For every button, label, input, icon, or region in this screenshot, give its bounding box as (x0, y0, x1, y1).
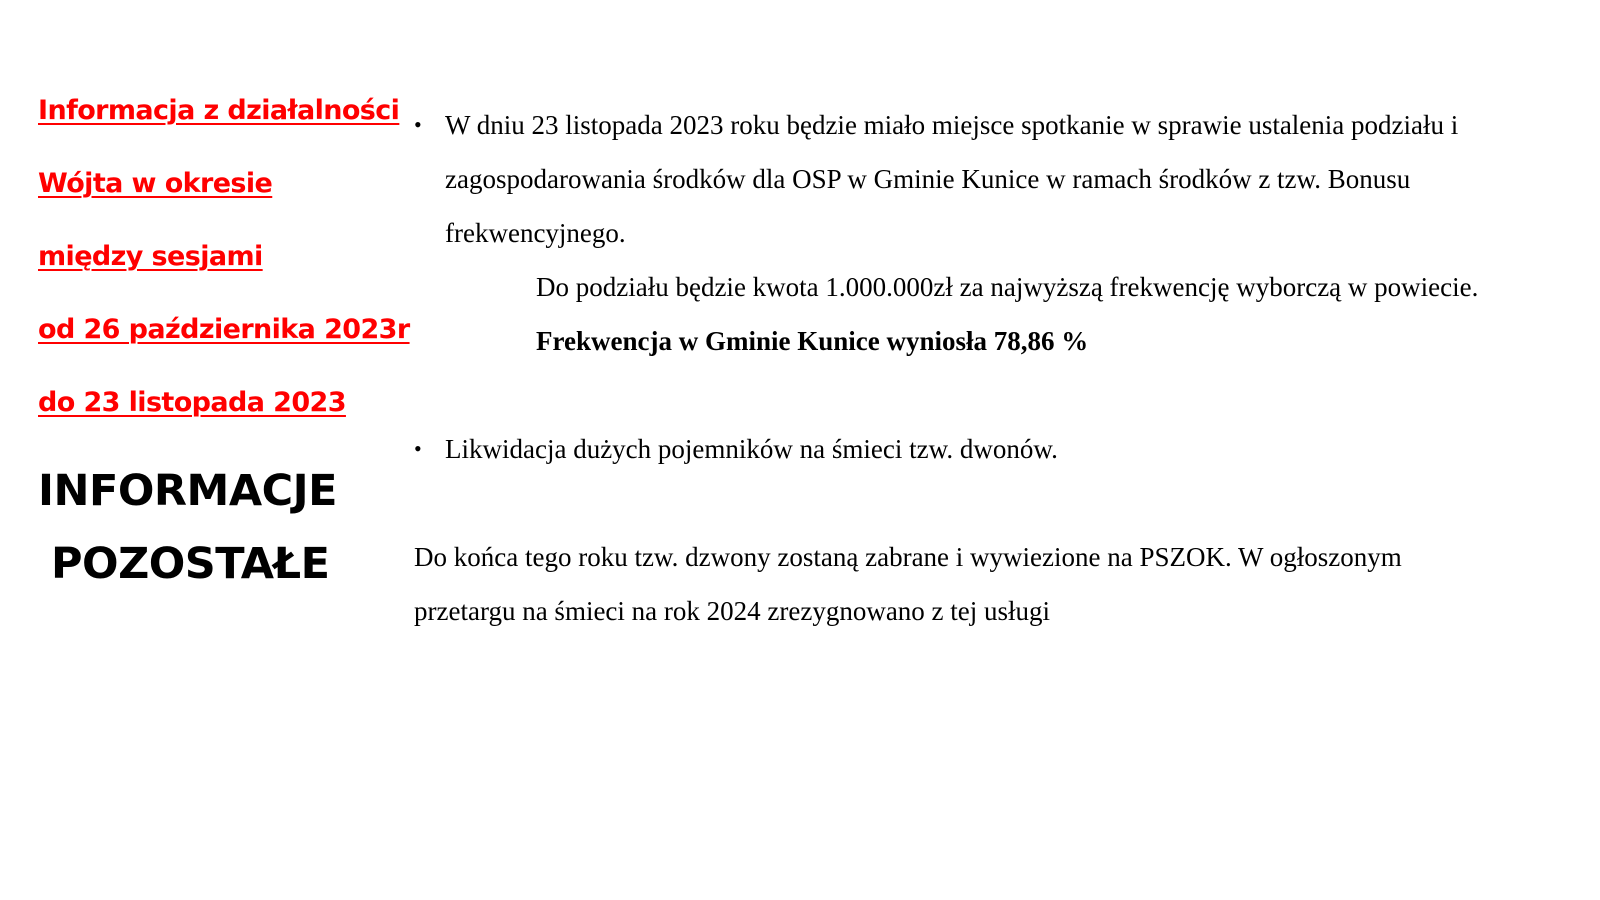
item-1-text: W dniu 23 listopada 2023 roku będzie miało miejsce spotkanie w sprawie ustalenia podziału i zagospodarowania środków dla OSP w Gminie Kunice w ramach środków z tzw. Bonusu frekwencyjnego. (445, 110, 1459, 248)
heading-line-5: do 23 listopada 2023 (38, 387, 346, 418)
heading-line-2: Wójta w okresie (38, 168, 273, 199)
section-title-line-2: POZOSTAŁE (51, 539, 330, 589)
section-title-line-1: INFORMACJE (38, 466, 338, 516)
bullet-icon: • (414, 112, 422, 137)
main-content (414, 98, 1504, 638)
bullet-icon: • (414, 436, 422, 461)
closing-text: Do końca tego roku tzw. dzwony zostaną zabrane i wywiezione na PSZOK. W ogłoszonym przetargu na śmieci na rok 2024 zrezygnowano z tej usługi (414, 542, 1402, 626)
turnout-text: Frekwencja w Gminie Kunice wyniosła 78,86 % (536, 326, 1089, 356)
heading-line-4: od 26 października 2023r (38, 314, 410, 345)
amount-text: Do podziału będzie kwota 1.000.000zł za najwyższą frekwencję wyborczą w powiecie. (536, 272, 1479, 302)
heading-line-3: między sesjami (38, 241, 263, 272)
bullet-item-1 (414, 98, 1504, 368)
bullet-item-2 (414, 422, 1504, 476)
heading-line-1: Informacja z działalności (38, 95, 400, 126)
sidebar-heading-block (38, 92, 410, 601)
item-2-text: Likwidacja dużych pojemników na śmieci tzw. dwonów. (445, 434, 1058, 464)
